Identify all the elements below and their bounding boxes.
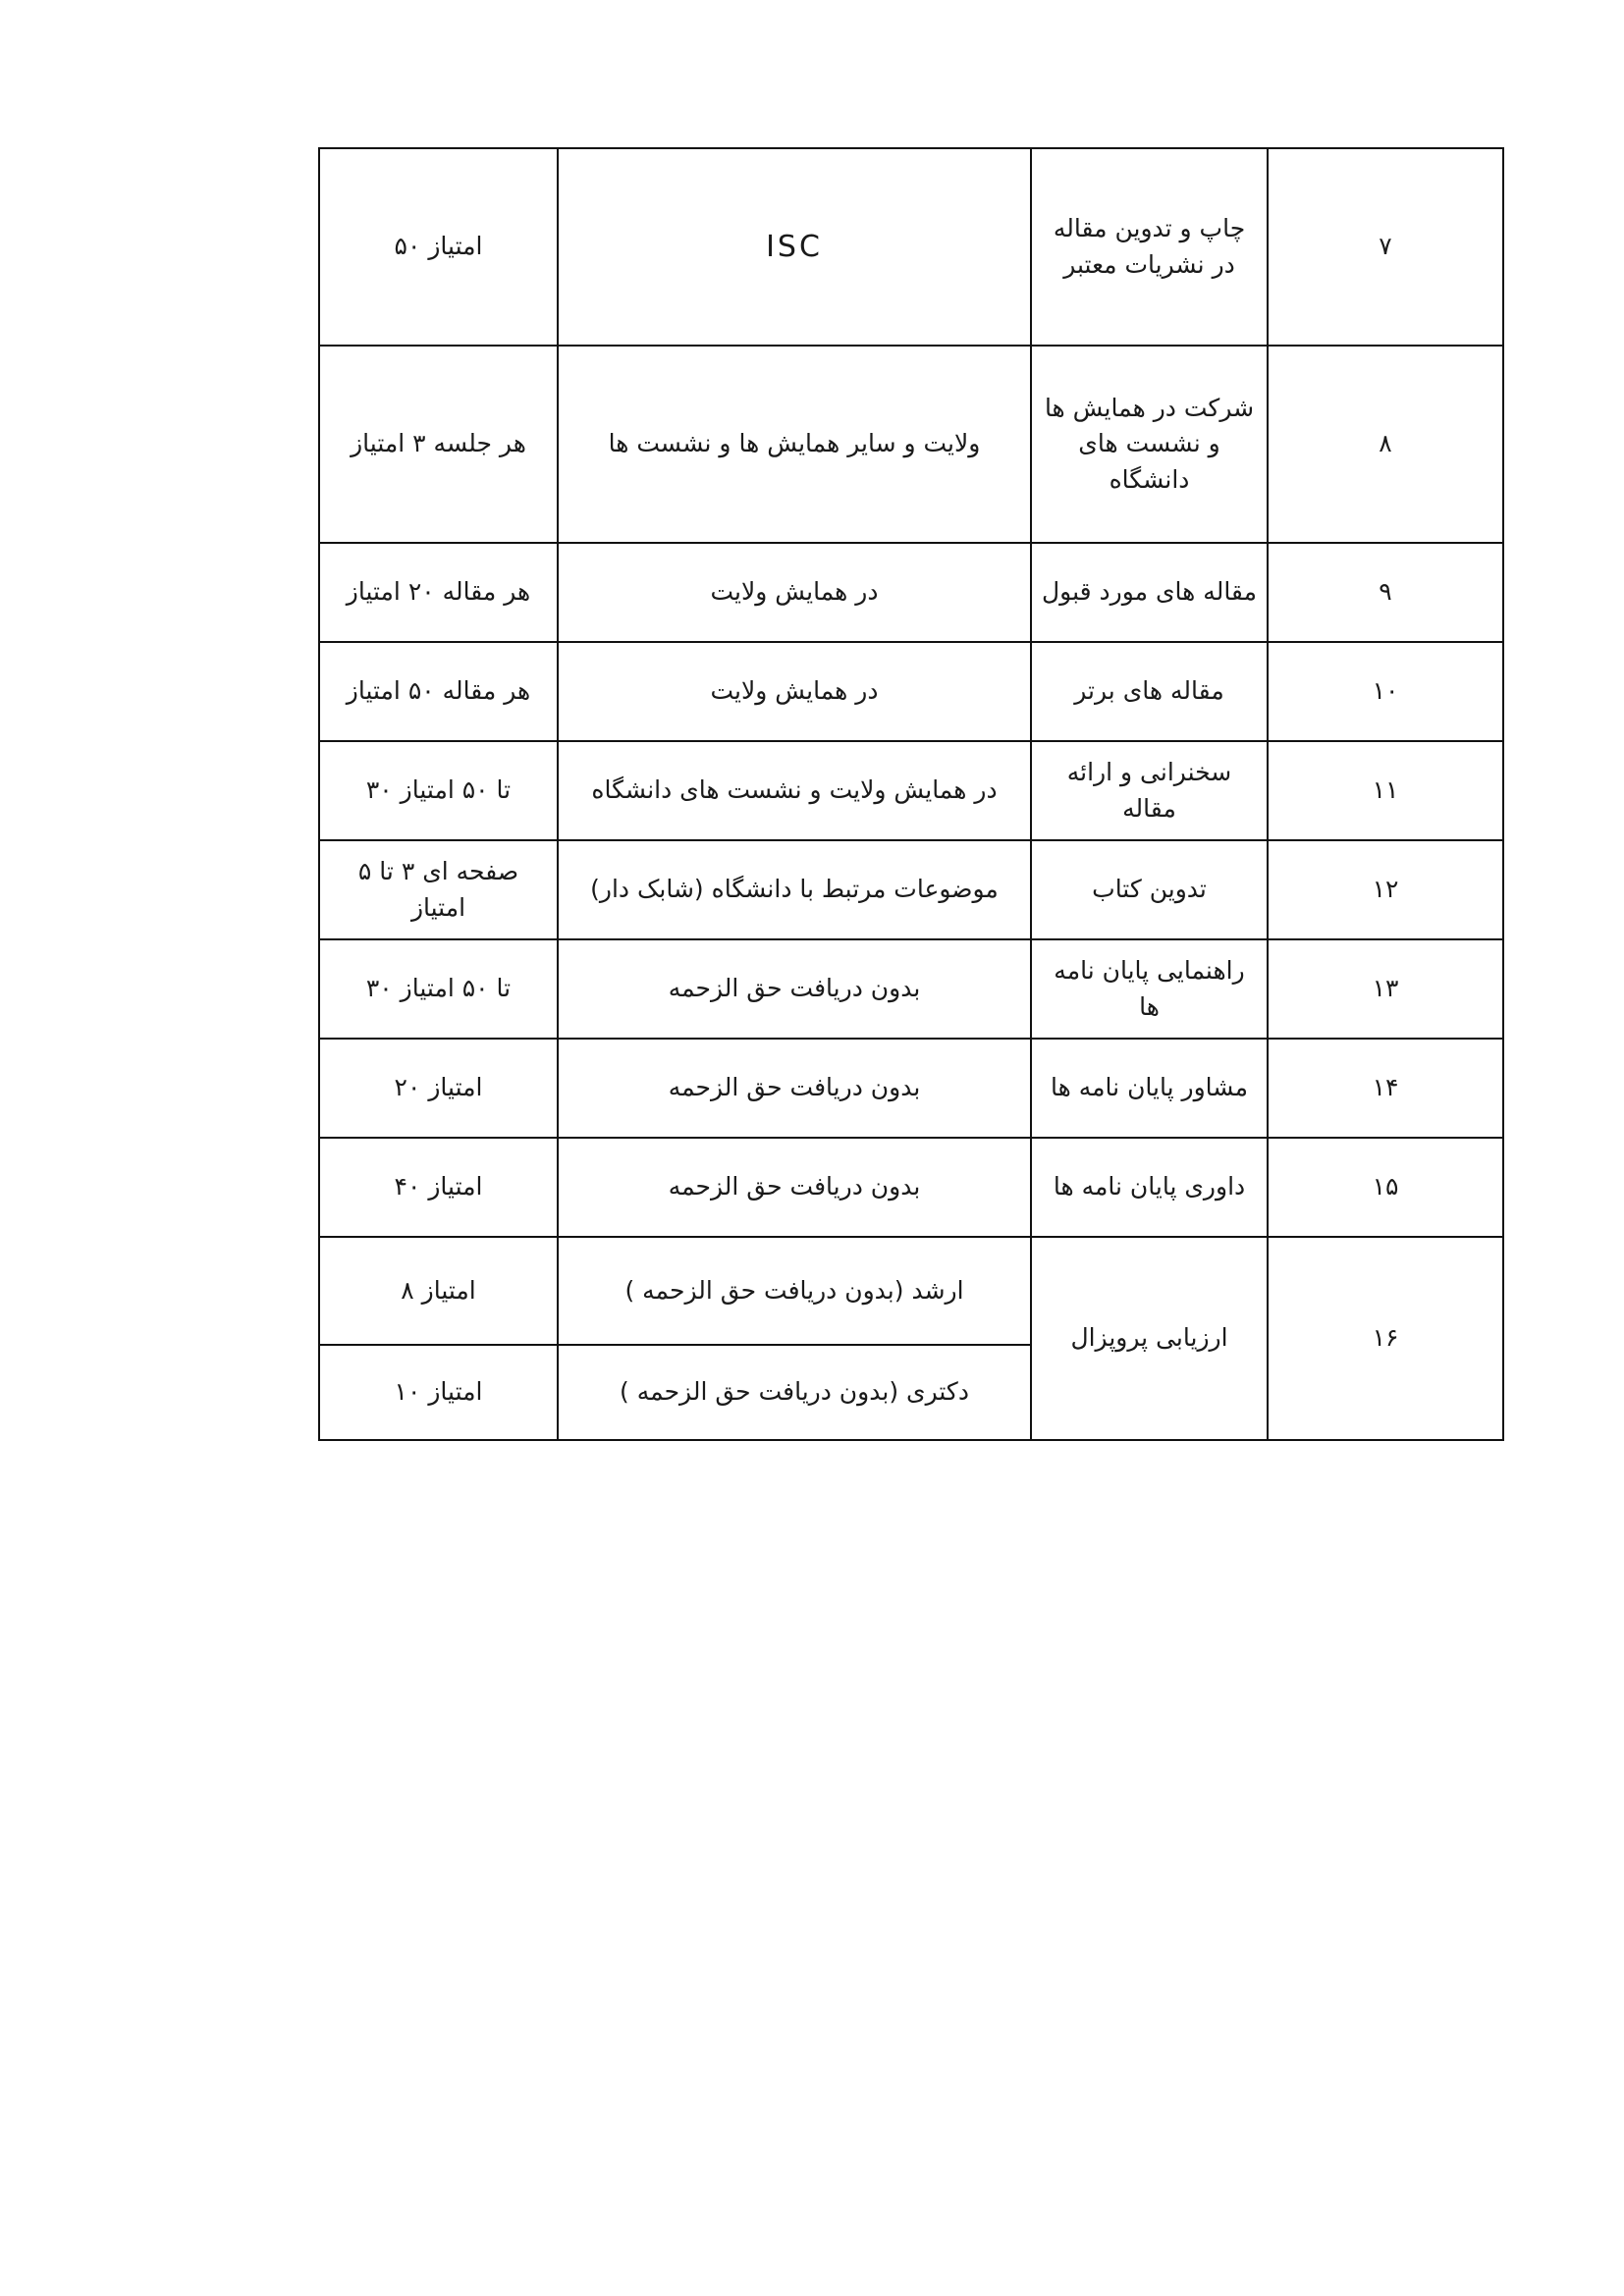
activity-line: چاپ و تدوین مقاله در نشریات معتبر [1053, 214, 1246, 279]
description-cell: در همایش ولایت [558, 642, 1031, 741]
description-cell: موضوعات مرتبط با دانشگاه (شابک دار) [558, 840, 1031, 939]
score-cell: هر جلسه ۳ امتیاز [319, 346, 558, 543]
row-number: ۱۶ [1268, 1237, 1503, 1440]
table-row [319, 939, 1503, 1039]
activity-cell: ارزیابی پروپزال [1031, 1237, 1268, 1440]
score-cell: امتیاز ۲۰ [319, 1039, 558, 1138]
row-number: ۱۳ [1268, 939, 1503, 1039]
activity-cell: مشاور پایان نامه ها [1031, 1039, 1268, 1138]
description-cell: بدون دریافت حق الزحمه [558, 1039, 1031, 1138]
score-cell [319, 840, 558, 939]
description-cell: ISC [558, 148, 1031, 346]
score-cell: تا ۵۰ امتیاز ۳۰ [319, 741, 558, 840]
activity-cell [1031, 346, 1268, 543]
row-number: ۹ [1268, 543, 1503, 642]
score-cell: هر مقاله ۲۰ امتیاز [319, 543, 558, 642]
score-cell: امتیاز ۸ [319, 1237, 558, 1345]
table-row [319, 741, 1503, 840]
table-row [319, 1039, 1503, 1138]
row-number: ۷ [1268, 148, 1503, 346]
score-cell: تا ۵۰ امتیاز ۳۰ [319, 939, 558, 1039]
row-number: ۱۱ [1268, 741, 1503, 840]
description-cell: ارشد (بدون دریافت حق الزحمه ) [558, 1237, 1031, 1345]
activity-cell: مقاله های مورد قبول [1031, 543, 1268, 642]
description-cell: دکتری (بدون دریافت حق الزحمه ) [558, 1345, 1031, 1440]
description-cell: بدون دریافت حق الزحمه [558, 1138, 1031, 1237]
description-cell: ولایت و سایر همایش ها و نشست ها [558, 346, 1031, 543]
description-cell: در همایش ولایت [558, 543, 1031, 642]
activity-cell [1031, 148, 1268, 346]
table-row [319, 346, 1503, 543]
activity-cell: داوری پایان نامه ها [1031, 1138, 1268, 1237]
activity-cell: راهنمایی پایان نامه ها [1031, 939, 1268, 1039]
activity-cell: تدوین کتاب [1031, 840, 1268, 939]
table-row [319, 148, 1503, 346]
table-row [319, 1237, 1503, 1345]
description-cell: بدون دریافت حق الزحمه [558, 939, 1031, 1039]
activity-line: شرکت در همایش ها و نشست های دانشگاه [1044, 394, 1255, 494]
activity-cell: سخنرانی و ارائه مقاله [1031, 741, 1268, 840]
score-cell: امتیاز ۱۰ [319, 1345, 558, 1440]
score-cell: امتیاز ۴۰ [319, 1138, 558, 1237]
table-row [319, 642, 1503, 741]
row-number: ۱۰ [1268, 642, 1503, 741]
score-table [318, 147, 1504, 1441]
table-row [319, 543, 1503, 642]
score-cell: هر مقاله ۵۰ امتیاز [319, 642, 558, 741]
table-row [319, 1138, 1503, 1237]
row-number: ۸ [1268, 346, 1503, 543]
score-cell: امتیاز ۵۰ [319, 148, 558, 346]
activity-cell: مقاله های برتر [1031, 642, 1268, 741]
table-row [319, 840, 1503, 939]
row-number: ۱۲ [1268, 840, 1503, 939]
description-cell: در همایش ولایت و نشست های دانشگاه [558, 741, 1031, 840]
score-line: صفحه ای ۳ تا ۵ امتیاز [357, 857, 519, 922]
row-number: ۱۴ [1268, 1039, 1503, 1138]
row-number: ۱۵ [1268, 1138, 1503, 1237]
